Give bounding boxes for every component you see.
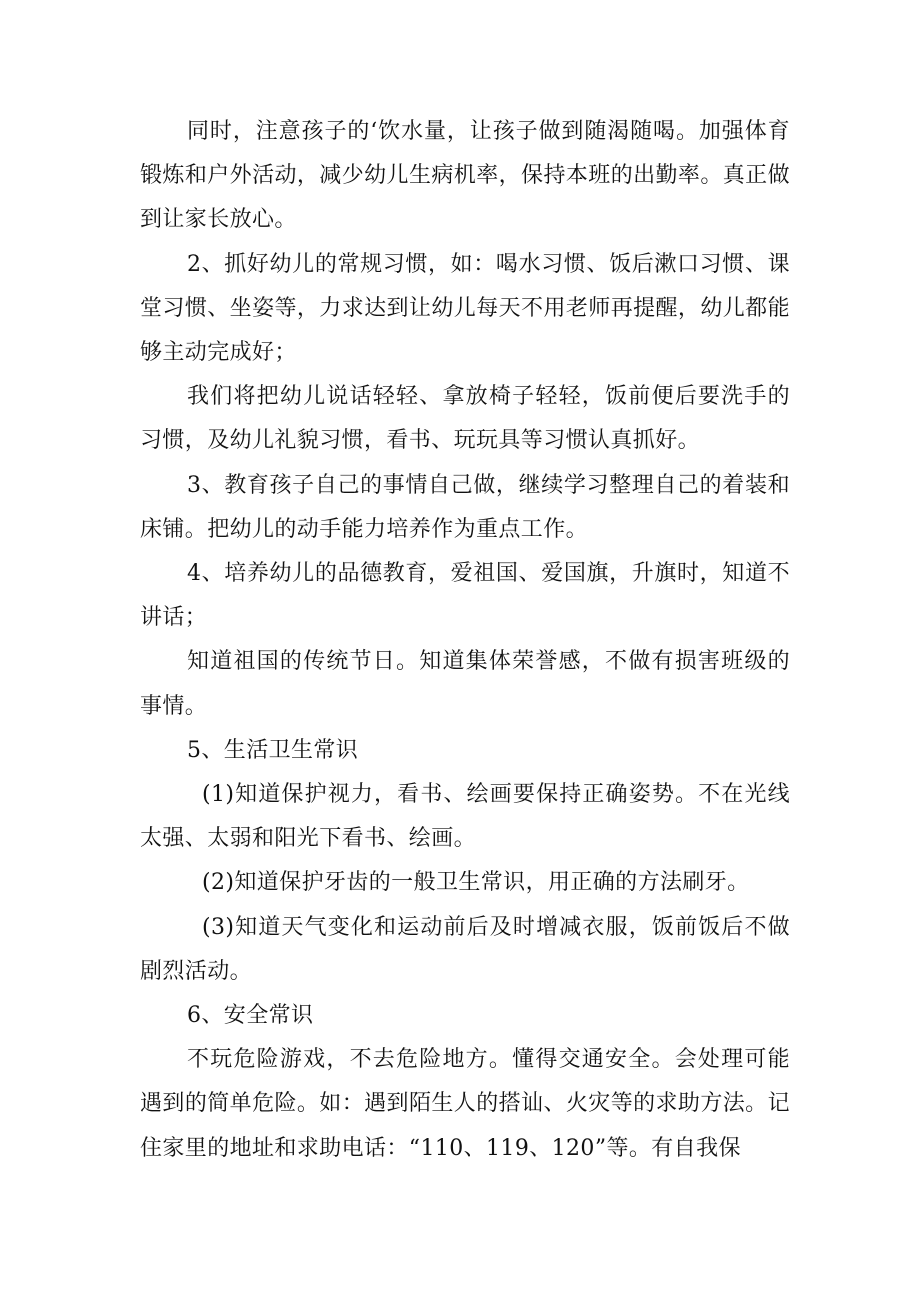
paragraph-hygiene-item-1: (1)知道保护视力，看书、绘画要保持正确姿势。不在光线太强、太弱和阳光下看书、绘画。 [140, 782, 790, 852]
heading-safety-knowledge: 6、安全常识 [187, 1003, 314, 1029]
paragraph-moral-education: 4、培养幼儿的品德教育，爱祖国、爱国旗，升旗时，知道不讲话； [140, 561, 790, 631]
paragraph-hygiene-item-3: (3)知道天气变化和运动前后及时增减衣服，饭前饭后不做剧烈活动。 [140, 914, 790, 984]
paragraph-hygiene-item-2: (2)知道保护牙齿的一般卫生常识，用正确的方法刷牙。 [202, 870, 750, 896]
heading-hygiene-knowledge: 5、生活卫生常识 [187, 737, 359, 763]
paragraph-safety-details: 不玩危险游戏，不去危险地方。懂得交通安全。会处理可能遇到的简单危险。如：遇到陌生人的搭讪、火灾等的求助方法。记住家里的地址和求助电话：“110、119、120”等。有自我保 [140, 1047, 790, 1161]
paragraph-hydration-exercise: 同时，注意孩子的‘饮水量，让孩子做到随渴随喝。加强体育锻炼和户外活动，减少幼儿生病机率，保持本班的出勤率。真正做到让家长放心。 [140, 119, 790, 233]
document-body [140, 110, 790, 1171]
paragraph-self-care: 3、教育孩子自己的事情自己做，继续学习整理自己的着装和床铺。把幼儿的动手能力培养作为重点工作。 [140, 472, 790, 542]
paragraph-manners-habits: 我们将把幼儿说话轻轻、拿放椅子轻轻，饭前便后要洗手的习惯，及幼儿礼貌习惯，看书、玩玩具等习惯认真抓好。 [140, 384, 790, 454]
paragraph-festivals-collective: 知道祖国的传统节日。知道集体荣誉感，不做有损害班级的事情。 [140, 649, 790, 719]
paragraph-routine-habits: 2、抓好幼儿的常规习惯，如：喝水习惯、饭后漱口习惯、课堂习惯、坐姿等，力求达到让幼儿每天不用老师再提醒，幼儿都能够主动完成好； [140, 251, 790, 366]
